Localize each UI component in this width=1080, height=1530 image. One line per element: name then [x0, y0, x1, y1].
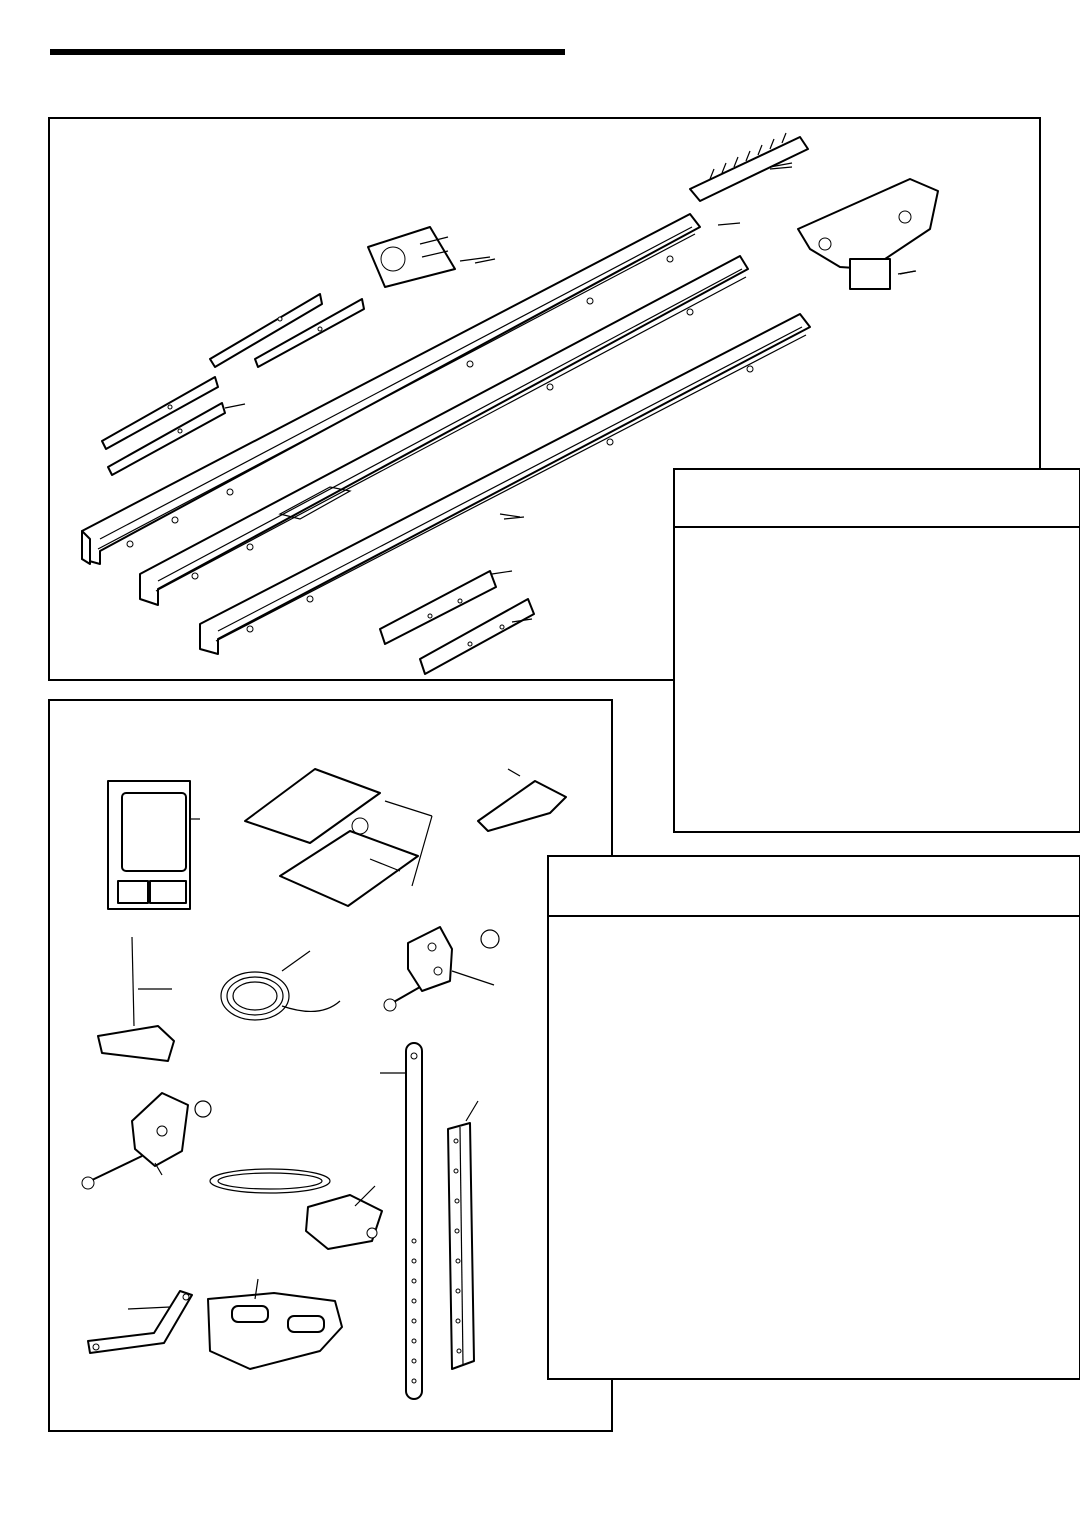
- bracket-icon: [102, 294, 364, 475]
- mounting-bracket-icon: [82, 1093, 211, 1189]
- parts-list-body: [559, 925, 1069, 1368]
- door-arm-icon: [380, 1043, 422, 1399]
- sensor-icon: [210, 1169, 382, 1249]
- emergency-rope-icon: [98, 937, 174, 1061]
- trolley-icon: [798, 179, 938, 289]
- parts-list-header: [675, 470, 1079, 528]
- parts-list-box-a: [673, 468, 1080, 833]
- title-rule: [50, 49, 565, 55]
- bracket-icon: [448, 1101, 478, 1369]
- hardware-parts-panel: [48, 699, 613, 1432]
- parts-list-header: [549, 857, 1079, 917]
- push-button-icon: [108, 781, 200, 909]
- bracket-icon: [380, 571, 534, 674]
- hardware-parts-illustration: [50, 701, 615, 1434]
- clip-icon: [478, 769, 566, 831]
- mounting-bracket-icon: [208, 1279, 342, 1369]
- wire-coil-icon: [221, 951, 340, 1020]
- mounting-bracket-icon: [384, 927, 499, 1011]
- rail-section-icon: [140, 256, 748, 605]
- parts-list-body: [685, 536, 1069, 821]
- hardware-bag-icon: [368, 227, 490, 287]
- parts-list-box-b: [547, 855, 1080, 1380]
- door-arm-icon: [88, 1291, 192, 1353]
- remote-icon: [245, 769, 432, 906]
